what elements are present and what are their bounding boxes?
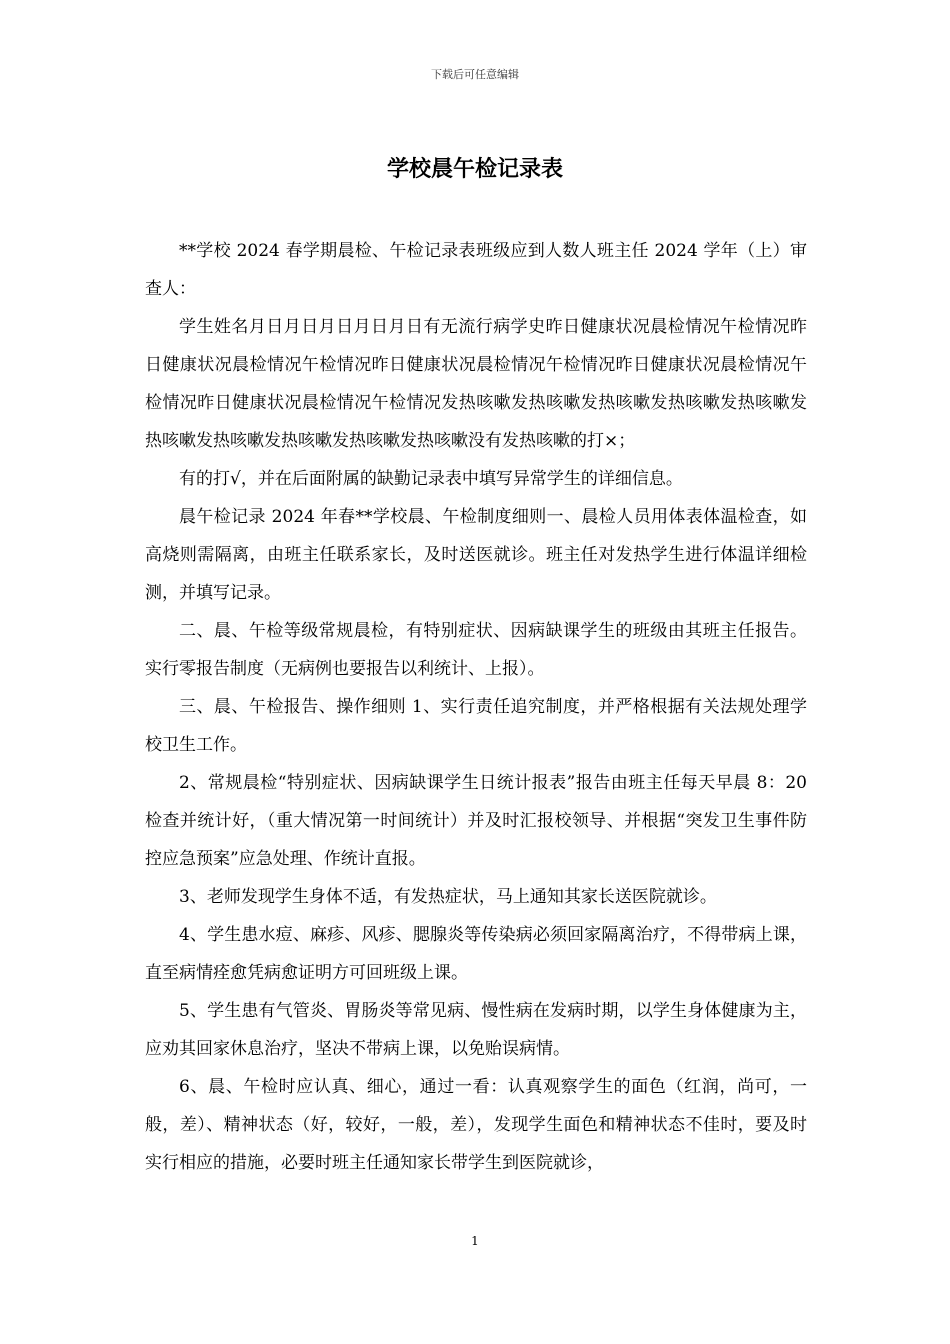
- page-number: 1: [471, 1234, 479, 1248]
- paragraph-1: **学校 2024 春学期晨检、午检记录表班级应到人数人班主任 2024 学年（上）审查人：: [145, 241, 807, 299]
- paragraph-3: 有的打√，并在后面附属的缺勤记录表中填写异常学生的详细信息。: [179, 469, 683, 489]
- paragraph-9: 4、学生患水痘、麻疹、风疹、腮腺炎等传染病必须回家隔离治疗，不得带病上课，直至病情痊愈凭病愈证明方可回班级上课。: [145, 925, 807, 983]
- page-title: 学校晨午检记录表: [386, 156, 563, 182]
- paragraph-8: 3、老师发现学生身体不适，有发热症状，马上通知其家长送医院就诊。: [179, 887, 717, 907]
- paragraph-6: 三、晨、午检报告、操作细则 1、实行责任追究制度，并严格根据有关法规处理学校卫生工作。: [145, 697, 807, 755]
- paragraph-11: 6、晨、午检时应认真、细心，通过一看：认真观察学生的面色（红润，尚可，一般，差）、精神状态（好，较好，一般，差），发现学生面色和精神状态不佳时，要及时实行相应的措施，必要时班主任通知家长带学生到医院就诊，: [145, 1077, 807, 1173]
- paragraph-4: 晨午检记录 2024 年春**学校晨、午检制度细则一、晨检人员用体表体温检查，如高烧则需隔离，由班主任联系家长，及时送医就诊。班主任对发热学生进行体温详细检测，并填写记录。: [145, 507, 807, 603]
- paragraph-10: 5、学生患有气管炎、胃肠炎等常见病、慢性病在发病时期，以学生身体健康为主，应劝其回家休息治疗，坚决不带病上课，以免贻误病情。: [145, 1001, 807, 1059]
- paragraph-7: 2、常规晨检“特别症状、因病缺课学生日统计报表”报告由班主任每天早晨 8：20 检查并统计好，（重大情况第一时间统计）并及时汇报校领导、并根据“突发卫生事件防控应急预案”应急处理、作统计直报。: [145, 773, 807, 869]
- body-text: [145, 232, 807, 1182]
- paragraph-5: 二、晨、午检等级常规晨检，有特别症状、因病缺课学生的班级由其班主任报告。实行零报告制度（无病例也要报告以利统计、上报）。: [145, 621, 807, 679]
- header-note: 下载后可任意编辑: [431, 68, 519, 81]
- paragraph-2: 学生姓名月日月日月日月日月日有无流行病学史昨日健康状况晨检情况午检情况昨日健康状况晨检情况午检情况昨日健康状况晨检情况午检情况昨日健康状况晨检情况午检情况昨日健康状况晨检情况午检情况发热咳嗽发热咳嗽发热咳嗽发热咳嗽发热咳嗽发热咳嗽发热咳嗽发热咳嗽发热咳嗽发热咳嗽没有发热咳嗽的打×；: [145, 317, 807, 451]
